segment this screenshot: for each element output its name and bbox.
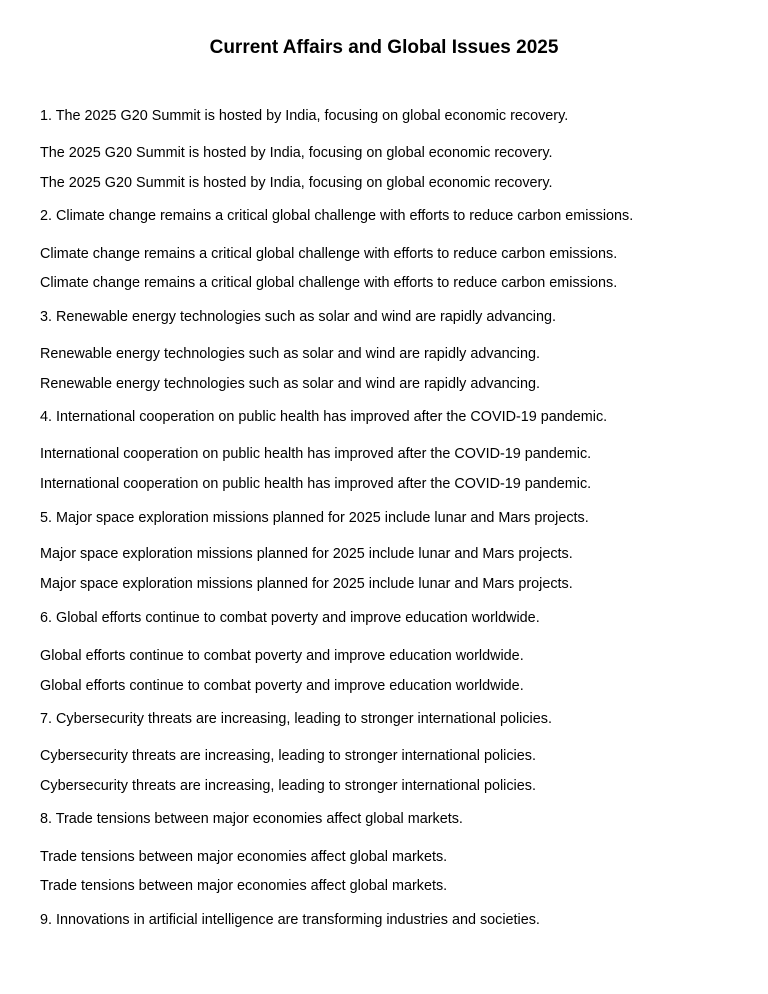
item-3-line-2: Renewable energy technologies such as solar and wind are rapidly advancing. <box>40 376 540 392</box>
item-5-line-1: Major space exploration missions planned for 2025 include lunar and Mars projects. <box>40 546 573 562</box>
item-2-line-1: Climate change remains a critical global challenge with efforts to reduce carbon emissions. <box>40 246 618 262</box>
item-6-line-1: Global efforts continue to combat poverty and improve education worldwide. <box>40 648 524 664</box>
item-5-heading: 5. Major space exploration missions planned for 2025 include lunar and Mars projects. <box>40 510 589 526</box>
item-9-heading: 9. Innovations in artificial intelligence are transforming industries and societies. <box>40 912 540 928</box>
item-2-heading: 2. Climate change remains a critical global challenge with efforts to reduce carbon emissions. <box>40 208 634 224</box>
item-8-line-2: Trade tensions between major economies affect global markets. <box>40 878 448 894</box>
item-7-line-2: Cybersecurity threats are increasing, leading to stronger international policies. <box>40 778 536 794</box>
item-8-line-1: Trade tensions between major economies affect global markets. <box>40 849 448 865</box>
item-3-heading: 3. Renewable energy technologies such as solar and wind are rapidly advancing. <box>40 309 556 325</box>
item-6-line-2: Global efforts continue to combat poverty and improve education worldwide. <box>40 678 524 694</box>
item-6-heading: 6. Global efforts continue to combat poverty and improve education worldwide. <box>40 610 540 626</box>
item-3-line-1: Renewable energy technologies such as solar and wind are rapidly advancing. <box>40 346 540 362</box>
item-4-line-1: International cooperation on public health has improved after the COVID-19 pandemic. <box>40 446 592 462</box>
item-4-line-2: International cooperation on public health has improved after the COVID-19 pandemic. <box>40 476 592 492</box>
item-5-line-2: Major space exploration missions planned for 2025 include lunar and Mars projects. <box>40 576 573 592</box>
item-8-heading: 8. Trade tensions between major economies affect global markets. <box>40 811 463 827</box>
item-7-heading: 7. Cybersecurity threats are increasing, leading to stronger international policies. <box>40 711 552 727</box>
item-1-line-1: The 2025 G20 Summit is hosted by India, focusing on global economic recovery. <box>40 145 553 161</box>
item-7-line-1: Cybersecurity threats are increasing, leading to stronger international policies. <box>40 748 536 764</box>
item-4-heading: 4. International cooperation on public health has improved after the COVID-19 pandemic. <box>40 409 608 425</box>
item-1-line-2: The 2025 G20 Summit is hosted by India, focusing on global economic recovery. <box>40 175 553 191</box>
item-1-heading: 1. The 2025 G20 Summit is hosted by India, focusing on global economic recovery. <box>40 108 569 124</box>
item-2-line-2: Climate change remains a critical global challenge with efforts to reduce carbon emissions. <box>40 275 618 291</box>
page-title: Current Affairs and Global Issues 2025 <box>209 37 559 58</box>
